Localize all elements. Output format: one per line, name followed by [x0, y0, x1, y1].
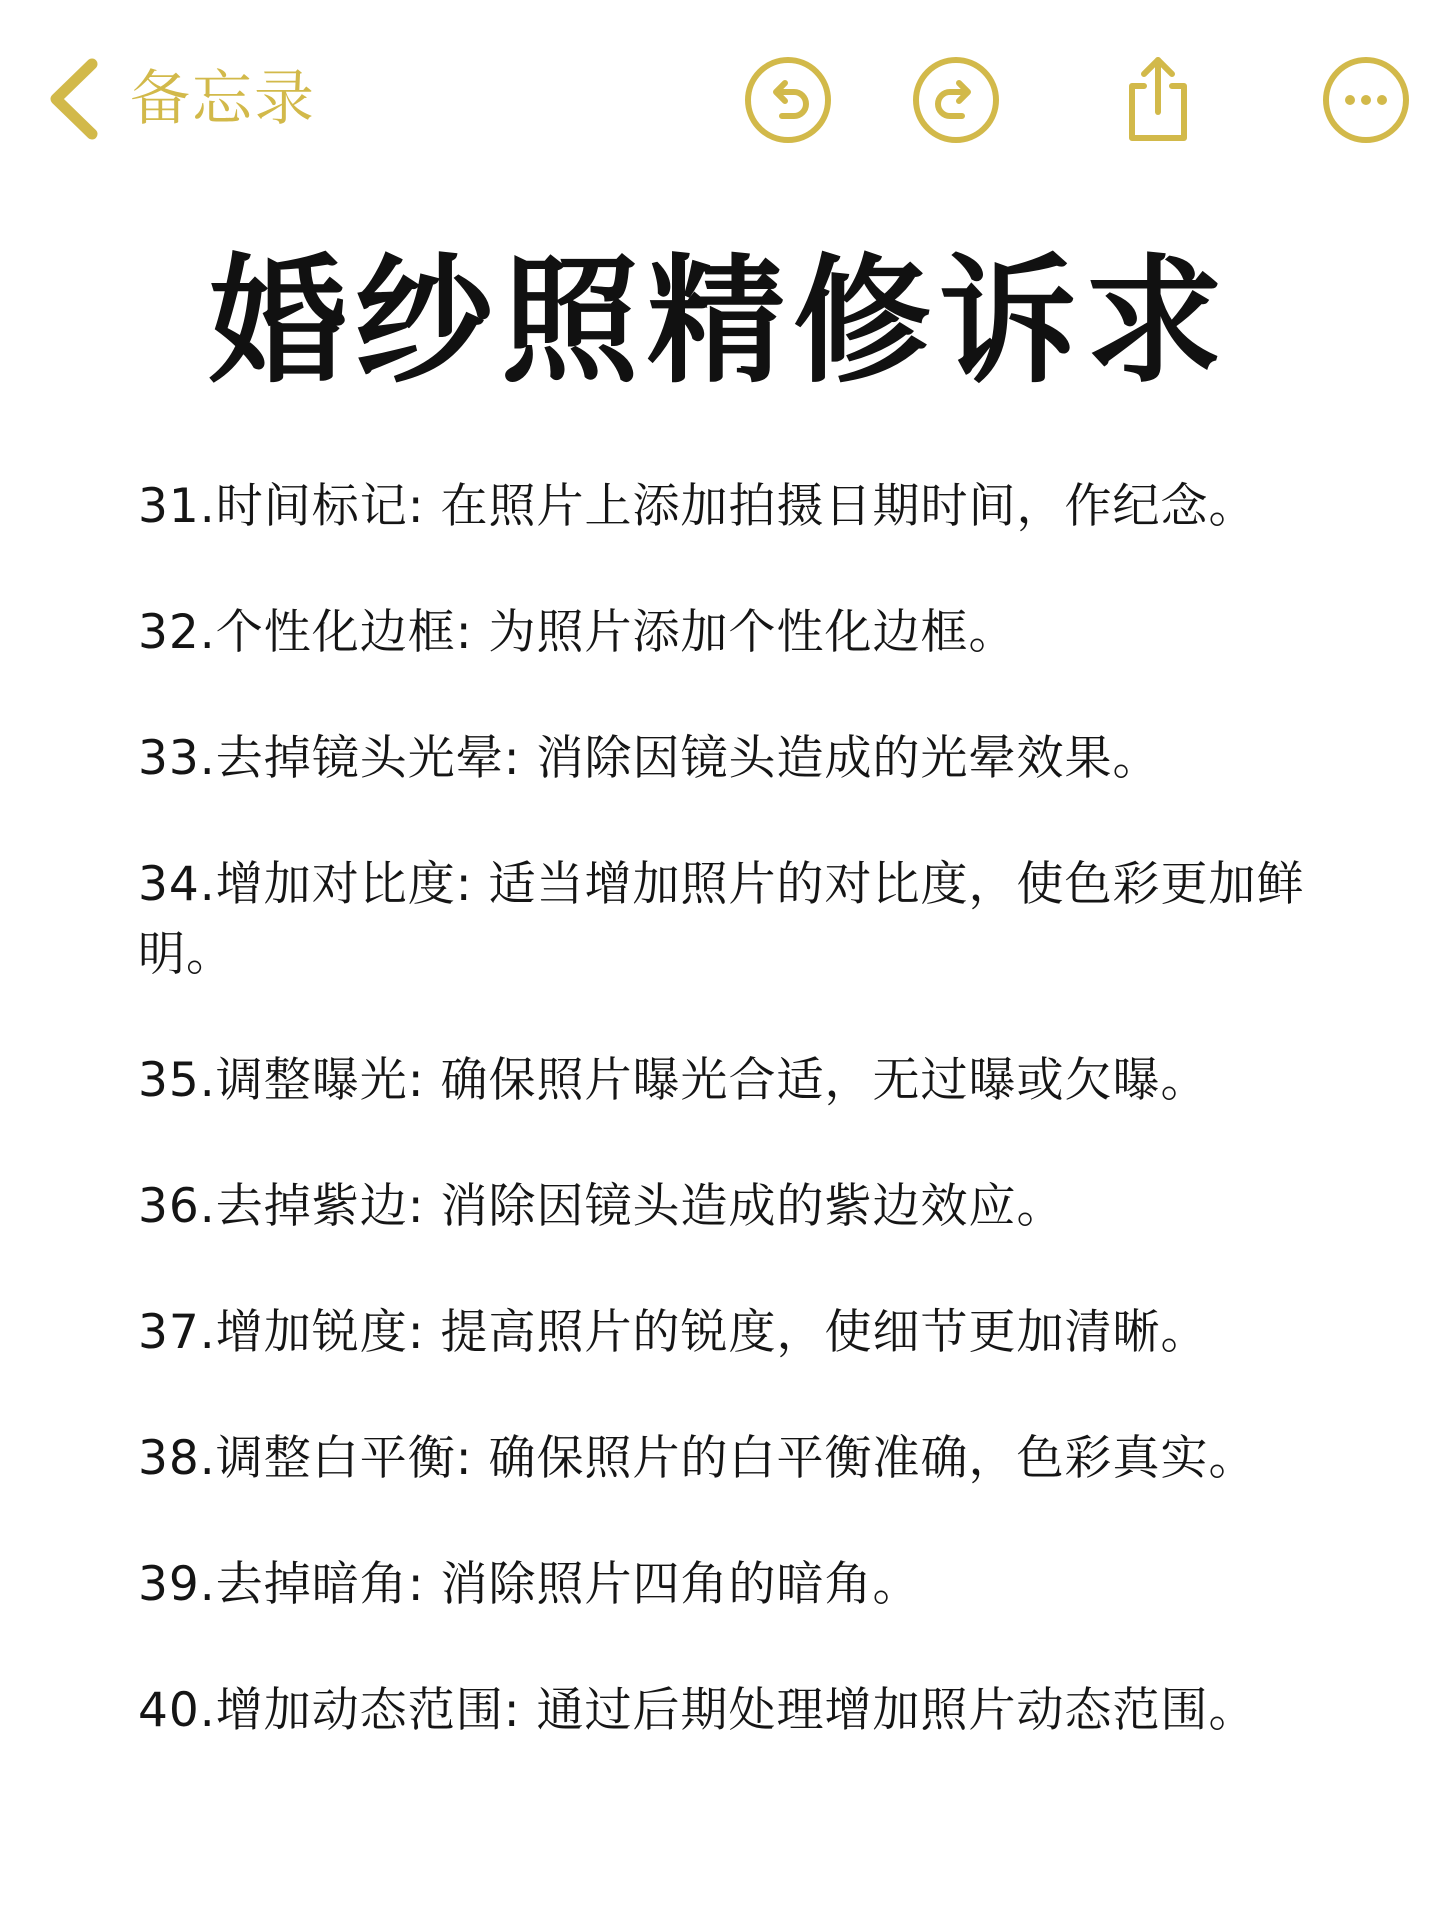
more-icon	[1318, 52, 1414, 148]
list-item: 35.调整曝光: 确保照片曝光合适，无过曝或欠曝。	[138, 1053, 1209, 1108]
undo-button[interactable]	[740, 52, 836, 148]
share-icon	[1110, 52, 1206, 148]
back-label: 备忘录	[130, 64, 316, 134]
undo-icon	[740, 52, 836, 148]
redo-icon	[908, 52, 1004, 148]
list-item: 33.去掉镜头光晕: 消除因镜头造成的光晕效果。	[138, 731, 1161, 786]
list-item: 36.去掉紫边: 消除因镜头造成的紫边效应。	[138, 1179, 1065, 1234]
list-item: 40.增加动态范围: 通过后期处理增加照片动态范围。	[138, 1683, 1257, 1738]
list-item: 31.时间标记: 在照片上添加拍摄日期时间，作纪念。	[138, 479, 1257, 534]
list-item: 38.调整白平衡: 确保照片的白平衡准确，色彩真实。	[138, 1431, 1257, 1486]
more-button[interactable]	[1318, 52, 1414, 148]
list-item: 34.增加对比度: 适当增加照片的对比度，使色彩更加鲜明。	[138, 857, 1305, 982]
navigation-bar	[0, 0, 1440, 200]
redo-button[interactable]	[908, 52, 1004, 148]
list-item: 37.增加锐度: 提高照片的锐度，使细节更加清晰。	[138, 1305, 1209, 1360]
note-list	[138, 472, 1338, 1802]
list-item: 32.个性化边框: 为照片添加个性化边框。	[138, 605, 1017, 660]
chevron-left-icon	[40, 54, 112, 144]
note-title: 婚纱照精修诉求	[208, 241, 1231, 402]
back-button[interactable]	[40, 54, 316, 144]
share-button[interactable]	[1110, 52, 1206, 148]
list-item: 39.去掉暗角: 消除照片四角的暗角。	[138, 1557, 921, 1612]
